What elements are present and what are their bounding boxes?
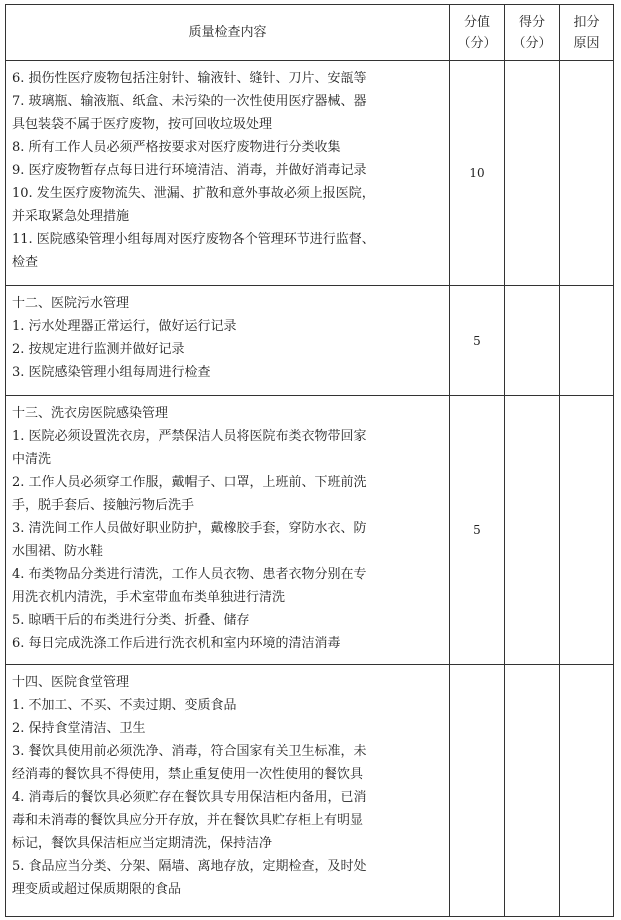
content-line: 标记，餐饮具保洁柜应当定期清洗，保持洁净 bbox=[12, 836, 273, 851]
content-line: 2. 按规定进行监测并做好记录 bbox=[12, 342, 185, 357]
content-line: 8. 所有工作人员必须严格按要求对医疗废物进行分类收集 bbox=[12, 140, 341, 155]
content-line: 十三、洗衣房医院感染管理 bbox=[12, 406, 169, 421]
content-line: 手，脱手套后、接触污物后洗手 bbox=[12, 498, 195, 513]
content-line: 检查 bbox=[12, 255, 39, 270]
got-score-cell bbox=[505, 396, 560, 665]
content-line: 6. 每日完成洗涤工作后进行洗衣机和室内环境的清洁消毒 bbox=[12, 636, 341, 651]
row-content bbox=[6, 286, 450, 396]
table-row bbox=[6, 286, 614, 396]
header-score bbox=[450, 5, 505, 61]
deduct-reason-cell bbox=[560, 396, 614, 665]
quality-check-table bbox=[5, 4, 614, 917]
header-score-line1: 分值 bbox=[463, 14, 490, 30]
content-line: 7. 玻璃瓶、输液瓶、纸盒、未污染的一次性使用医疗器械、器 bbox=[12, 94, 367, 109]
content-line: 毒和未消毒的餐饮具应分开存放，并在餐饮具贮存柜上有明显 bbox=[12, 813, 364, 828]
header-got-line2: （分） bbox=[512, 35, 552, 51]
deduct-reason-cell bbox=[560, 665, 614, 917]
row-content bbox=[6, 665, 450, 917]
header-deduct bbox=[560, 5, 614, 61]
score-cell: 5 bbox=[450, 286, 505, 396]
score-cell: 5 bbox=[450, 396, 505, 665]
content-line: 2. 工作人员必须穿工作服，戴帽子、口罩，上班前、下班前洗 bbox=[12, 475, 367, 490]
got-score-cell bbox=[505, 286, 560, 396]
content-line: 十二、医院污水管理 bbox=[12, 296, 130, 311]
row-content bbox=[6, 396, 450, 665]
header-got-line1: 得分 bbox=[518, 14, 545, 30]
score-cell: 10 bbox=[450, 61, 505, 286]
header-content bbox=[6, 5, 450, 61]
content-line: 1. 医院必须设置洗衣房，严禁保洁人员将医院布类衣物带回家 bbox=[12, 429, 367, 444]
content-line: 11. 医院感染管理小组每周对医疗废物各个管理环节进行监督、 bbox=[12, 232, 375, 247]
content-line: 中清洗 bbox=[12, 452, 52, 467]
table-row bbox=[6, 396, 614, 665]
content-line: 6. 损伤性医疗废物包括注射针、输液针、缝针、刀片、安瓿等 bbox=[12, 71, 367, 86]
score-cell bbox=[450, 665, 505, 917]
content-line: 2. 保持食堂清洁、卫生 bbox=[12, 721, 146, 736]
content-line: 1. 污水处理器正常运行，做好运行记录 bbox=[12, 319, 237, 334]
content-line: 10. 发生医疗废物流失、泄漏、扩散和意外事故必须上报医院， bbox=[12, 186, 375, 201]
content-line: 十四、医院食堂管理 bbox=[12, 675, 130, 690]
content-line: 3. 清洗间工作人员做好职业防护，戴橡胶手套，穿防水衣、防 bbox=[12, 521, 367, 536]
content-line: 4. 消毒后的餐饮具必须贮存在餐饮具专用保洁柜内备用，已消 bbox=[12, 790, 367, 805]
content-line: 5. 晾晒干后的布类进行分类、折叠、储存 bbox=[12, 613, 250, 628]
content-line: 9. 医疗废物暂存点每日进行环境清洁、消毒，并做好消毒记录 bbox=[12, 163, 367, 178]
header-deduct-line1: 扣分 bbox=[573, 14, 600, 30]
content-line: 理变质或超过保质期限的食品 bbox=[12, 882, 182, 897]
header-got bbox=[505, 5, 560, 61]
header-score-line2: （分） bbox=[457, 35, 497, 51]
content-line: 并采取紧急处理措施 bbox=[12, 209, 130, 224]
deduct-reason-cell bbox=[560, 61, 614, 286]
header-row bbox=[6, 5, 614, 61]
content-line: 3. 医院感染管理小组每周进行检查 bbox=[12, 365, 211, 380]
row-content bbox=[6, 61, 450, 286]
content-line: 5. 食品应当分类、分架、隔墙、离地存放，定期检查，及时处 bbox=[12, 859, 367, 874]
got-score-cell bbox=[505, 61, 560, 286]
table-row bbox=[6, 61, 614, 286]
content-line: 用洗衣机内清洗，手术室带血布类单独进行清洗 bbox=[12, 590, 286, 605]
header-content-label: 质量检查内容 bbox=[188, 25, 267, 40]
content-line: 4. 布类物品分类进行清洗，工作人员衣物、患者衣物分别在专 bbox=[12, 567, 367, 582]
content-line: 水围裙、防水鞋 bbox=[12, 544, 104, 559]
deduct-reason-cell bbox=[560, 286, 614, 396]
got-score-cell bbox=[505, 665, 560, 917]
content-line: 具包装袋不属于医疗废物，按可回收垃圾处理 bbox=[12, 117, 273, 132]
content-line: 3. 餐饮具使用前必须洗净、消毒，符合国家有关卫生标准，未 bbox=[12, 744, 367, 759]
header-deduct-line2: 原因 bbox=[573, 35, 600, 51]
content-line: 经消毒的餐饮具不得使用，禁止重复使用一次性使用的餐饮具 bbox=[12, 767, 364, 782]
table-row bbox=[6, 665, 614, 917]
content-line: 1. 不加工、不买、不卖过期、变质食品 bbox=[12, 698, 237, 713]
